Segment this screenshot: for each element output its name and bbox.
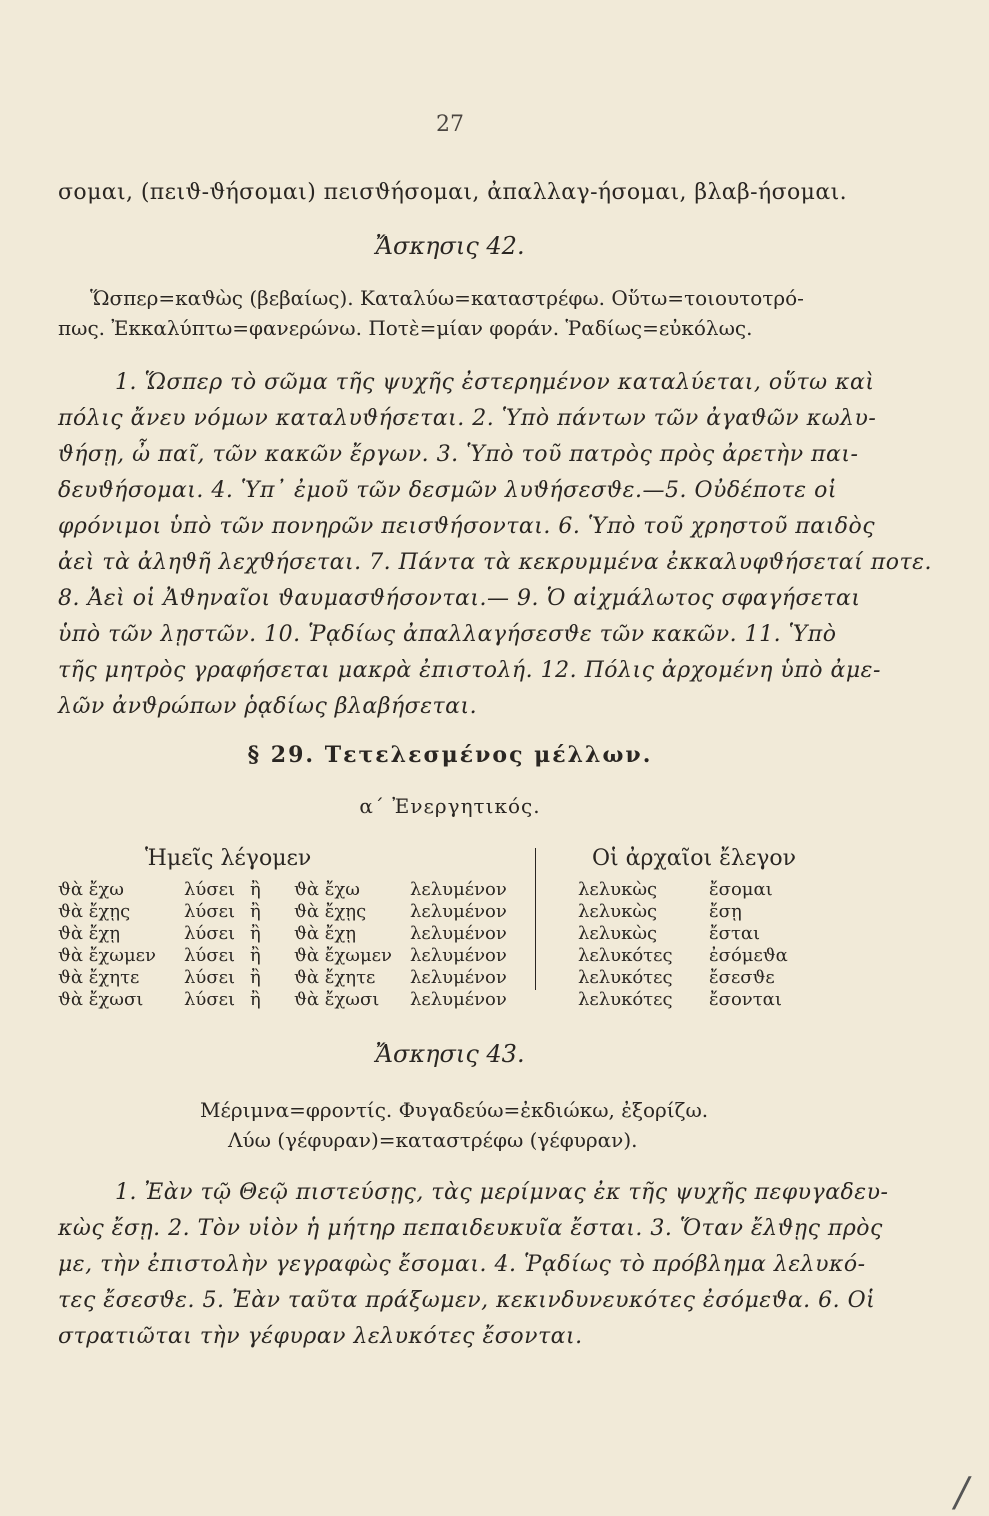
margin-mark: /: [955, 1470, 969, 1516]
table-cell: λύσει: [184, 966, 236, 988]
table-row: [58, 944, 513, 966]
conjugation-table-left: [58, 878, 513, 1010]
table-cell: ἢ: [250, 966, 261, 988]
table-cell: ϑὰ ἔχῃ: [294, 922, 357, 944]
exercise42-line: ὑπὸ τῶν λῃστῶν. 10. Ῥᾳδίως ἀπαλλαγήσεσϑε τῶν κακῶν. 11. Ὑπὸ: [58, 622, 837, 647]
table-cell: λύσει: [184, 900, 236, 922]
table-cell: ϑὰ ἔχωσι: [58, 988, 144, 1010]
table-cell: ϑὰ ἔχω: [294, 878, 360, 900]
table-cell: ϑὰ ἔχωμεν: [294, 944, 392, 966]
table-cell: ἢ: [250, 922, 261, 944]
table-cell: λελυκὼς: [578, 878, 658, 900]
table-cell: λελυμένον: [410, 944, 507, 966]
table-cell: ἔσομαι: [709, 878, 773, 900]
table-cell: ϑὰ ἔχῃ: [58, 922, 121, 944]
exercise42-line: τῆς μητρὸς γραφήσεται μακρὰ ἐπιστολή. 12. Πόλις ἀρχομένη ὑπὸ ἀμε-: [58, 658, 881, 683]
conjugation-table-right: [578, 878, 794, 1010]
table-cell: ϑὰ ἔχῃς: [58, 900, 131, 922]
table-cell: λελυκὼς: [578, 900, 658, 922]
exercise43-line: κὼς ἔσῃ. 2. Τὸν υἱὸν ἡ μήτηρ πεπαιδευκυῖα ἔσται. 3. Ὅταν ἔλϑῃς πρὸς: [58, 1216, 883, 1241]
section-subtitle: α΄ Ἐνεργητικός.: [359, 794, 541, 818]
table-cell: ἔσονται: [709, 988, 782, 1010]
table-cell: λελυκὼς: [578, 922, 658, 944]
exercise43-line: στρατιῶται τὴν γέφυραν λελυκότες ἔσονται.: [58, 1324, 583, 1349]
table-cell: ἢ: [250, 900, 261, 922]
table-row: [578, 900, 794, 922]
exercise43-vocab-line: Λύω (γέφυραν)=καταστρέφω (γέφυραν).: [228, 1128, 638, 1152]
table-cell: ϑὰ ἔχωμεν: [58, 944, 156, 966]
table-row: [58, 988, 513, 1010]
table-cell: λελυμένον: [410, 878, 507, 900]
table-cell: ἔσῃ: [709, 900, 742, 922]
exercise43-line: 1. Ἐὰν τῷ Θεῷ πιστεύσῃς, τὰς μερίμνας ἐκ τῆς ψυχῆς πεφυγαδευ-: [115, 1180, 889, 1205]
table-right-header: Οἱ ἀρχαῖοι ἔλεγον: [592, 846, 797, 871]
table-cell: λελυμένον: [410, 900, 507, 922]
table-row: [578, 878, 794, 900]
table-cell: λελυκότες: [578, 988, 673, 1010]
table-row: [578, 944, 794, 966]
table-row: [58, 900, 513, 922]
table-cell: λύσει: [184, 988, 236, 1010]
table-divider: [535, 848, 536, 990]
exercise42-line: λῶν ἀνϑρώπων ῥᾳδίως βλαβήσεται.: [58, 694, 478, 719]
table-cell: ϑὰ ἔχητε: [294, 966, 376, 988]
table-cell: ϑὰ ἔχω: [58, 878, 124, 900]
section-title: § 29. Τετελεσμένος μέλλων.: [247, 742, 653, 768]
exercise42-line: ϑήσῃ, ὦ παῖ, τῶν κακῶν ἔργων. 3. Ὑπὸ τοῦ πατρὸς πρὸς ἀρετὴν παι-: [58, 442, 859, 467]
table-cell: ἢ: [250, 944, 261, 966]
table-cell: ἔσεσϑε: [709, 966, 775, 988]
table-cell: λύσει: [184, 922, 236, 944]
table-row: [578, 922, 794, 944]
exercise42-line: ἀεὶ τὰ ἀληϑῆ λεχϑήσεται. 7. Πάντα τὰ κεκρυμμένα ἐκκαλυφϑήσεταί ποτε.: [58, 550, 932, 575]
table-row: [578, 966, 794, 988]
table-cell: ϑὰ ἔχητε: [58, 966, 140, 988]
table-cell: ἢ: [250, 878, 261, 900]
table-row: [58, 966, 513, 988]
table-row: [58, 878, 513, 900]
exercise42-vocab-line: πως. Ἐκκαλύπτω=φανερώνω. Ποτὲ=μίαν φοράν. Ῥαδίως=εὐκόλως.: [58, 316, 753, 340]
exercise43-line: με, τὴν ἐπιστολὴν γεγραφὼς ἔσομαι. 4. Ῥᾳδίως τὸ πρόβλημα λελυκό-: [58, 1252, 866, 1277]
exercise42-line: δευϑήσομαι. 4. Ὑπ᾽ ἐμοῦ τῶν δεσμῶν λυϑήσεσϑε.—5. Οὐδέποτε οἱ: [58, 478, 837, 503]
exercise43-line: τες ἔσεσϑε. 5. Ἐὰν ταῦτα πράξωμεν, κεκινδυνευκότες ἐσόμεϑα. 6. Οἱ: [58, 1288, 876, 1313]
exercise43-vocab-line: Μέριμνα=φροντίς. Φυγαδεύω=ἐκδιώκω, ἐξορίζω.: [200, 1098, 709, 1122]
table-cell: λελυμένον: [410, 966, 507, 988]
table-cell: λελυμένον: [410, 922, 507, 944]
exercise42-title: Ἄσκησις 42.: [375, 232, 525, 260]
exercise43-title: Ἄσκησις 43.: [375, 1040, 525, 1068]
exercise42-vocab-line: Ὥσπερ=καϑὼς (βεβαίως). Καταλύω=καταστρέφω. Οὕτω=τοιουτοτρό-: [90, 286, 804, 310]
table-row: [58, 922, 513, 944]
table-row: [578, 988, 794, 1010]
page-number: 27: [436, 112, 464, 137]
table-cell: ἢ: [250, 988, 261, 1010]
exercise42-line: 1. Ὥσπερ τὸ σῶμα τῆς ψυχῆς ἐστερημένον καταλύεται, οὕτω καὶ: [115, 370, 875, 395]
table-cell: λελυμένον: [410, 988, 507, 1010]
table-cell: ϑὰ ἔχῃς: [294, 900, 367, 922]
exercise42-line: φρόνιμοι ὑπὸ τῶν πονηρῶν πεισϑήσονται. 6. Ὑπὸ τοῦ χρηστοῦ παιδὸς: [58, 514, 876, 539]
table-left-header: Ἡμεῖς λέγομεν: [145, 846, 312, 871]
table-cell: λύσει: [184, 944, 236, 966]
table-cell: λελυκότες: [578, 966, 673, 988]
table-cell: λύσει: [184, 878, 236, 900]
table-cell: ἐσόμεϑα: [709, 944, 788, 966]
exercise42-line: 8. Ἀεὶ οἱ Ἀϑηναῖοι ϑαυμασϑήσονται.— 9. Ὁ αἰχμάλωτος σφαγήσεται: [58, 586, 861, 611]
table-cell: ϑὰ ἔχωσι: [294, 988, 380, 1010]
top-line: σομαι, (πειϑ-ϑήσομαι) πεισϑήσομαι, ἀπαλλαγ-ήσομαι, βλαβ-ήσομαι.: [58, 180, 848, 205]
table-cell: λελυκότες: [578, 944, 673, 966]
exercise42-line: πόλις ἄνευ νόμων καταλυϑήσεται. 2. Ὑπὸ πάντων τῶν ἀγαϑῶν κωλυ-: [58, 406, 877, 431]
table-cell: ἔσται: [709, 922, 761, 944]
